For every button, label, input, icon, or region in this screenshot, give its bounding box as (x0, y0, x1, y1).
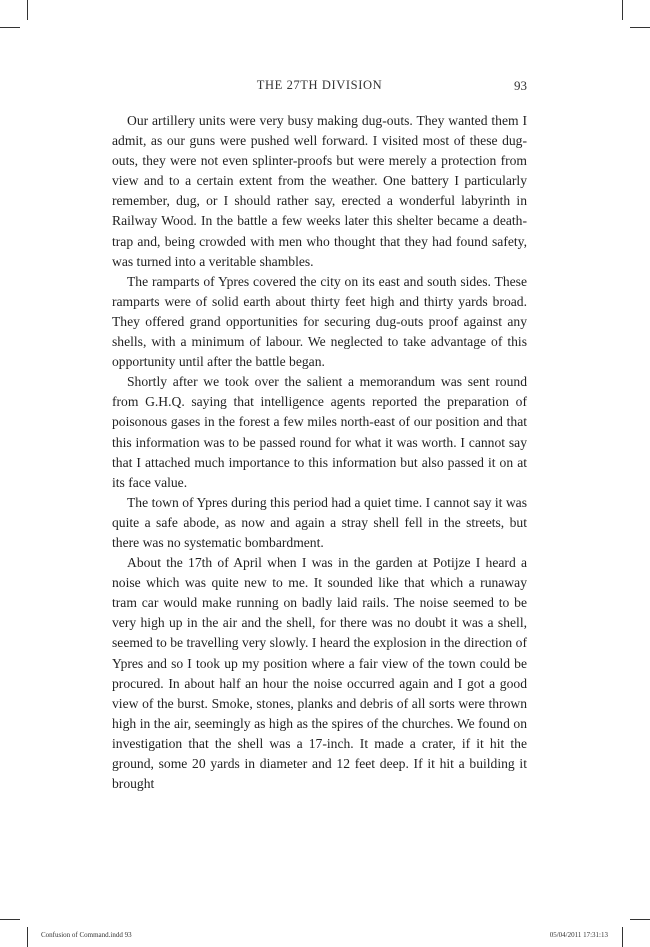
crop-mark (630, 27, 650, 28)
slug-timestamp: 05/04/2011 17:31:13 (549, 931, 608, 939)
running-head (112, 78, 527, 96)
paragraph: About the 17th of April when I was in the garden at Potijze I heard a noise which was quite new to me. It sounded like that which a runaway tram car would make running on badly laid rails. The noise seemed to be very high up in the air and the shell, for there was no doubt it was a shell, seemed to be travelling very slowly. I heard the explosion in the direction of Ypres and so I took up my position where a fair view of the town could be procured. In about half an hour the noise occurred again and I got a good view of the burst. Smoke, stones, planks and debris of all sorts were thrown high in the air, seemingly as high as the spires of the churches. We found on investigation that the shell was a 17-inch. It made a crater, if it hit the ground, some 20 yards in diameter and 12 feet deep. If it hit a building it brought (112, 555, 527, 792)
crop-mark (27, 0, 28, 20)
body-text (112, 111, 527, 794)
crop-mark (0, 27, 20, 28)
crop-mark (622, 0, 623, 20)
paragraph: Our artillery units were very busy making dug-outs. They wanted them I admit, as our guns were pushed well forward. I visited most of these dug-outs, they were not even splinter-proofs but were merely a protection from view and to a certain extent from the weather. One battery I particularly remember, dug, or I should rather say, erected a wonderful labyrinth in Railway Wood. In the battle a few weeks later this shelter became a death-trap and, being crowded with men who thought that they had found safety, was turned into a veritable shambles. (112, 113, 527, 269)
crop-mark (0, 919, 20, 920)
crop-mark (27, 927, 28, 947)
crop-mark (630, 919, 650, 920)
crop-mark (622, 927, 623, 947)
page-number: 93 (514, 78, 527, 93)
slug-filename: Confusion of Command.indd 93 (41, 931, 132, 939)
paragraph: Shortly after we took over the salient a memorandum was sent round from G.H.Q. saying that intelligence agents reported the preparation of poisonous gases in the forest a few miles north-east of our position and that this information was to be passed round for what it was worth. I cannot say that I attached much importance to this information but also passed it on at its face value. (112, 374, 527, 490)
paragraph: The ramparts of Ypres covered the city on its east and south sides. These ramparts were of solid earth about thirty feet high and thirty yards broad. They offered grand opportunities for securing dug-outs proof against any shells, with a minimum of labour. We neglected to take advantage of this opportunity until after the battle began. (112, 273, 527, 370)
chapter-title: THE 27TH DIVISION (256, 78, 383, 92)
paragraph: The town of Ypres during this period had a quiet time. I cannot say it was quite a safe abode, as now and again a stray shell fell in the streets, but there was no systematic bombardment. (112, 494, 527, 550)
